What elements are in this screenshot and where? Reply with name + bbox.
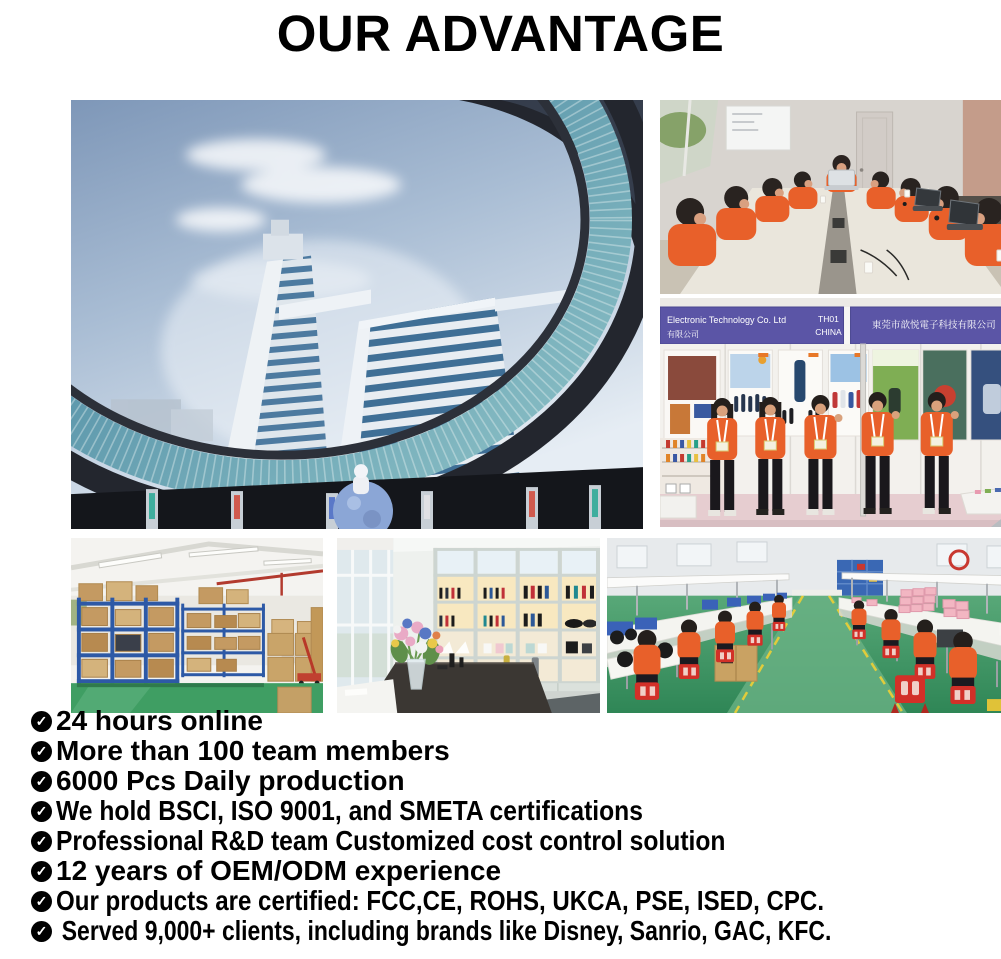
advantage-item: [31, 736, 1001, 766]
banner-country: CHINA: [815, 327, 842, 337]
advantage-text: More than 100 team members: [56, 735, 450, 766]
advantage-text: 12 years of OEM/ODM experience: [56, 855, 502, 886]
booth-illustration: [660, 298, 1001, 527]
advantage-item: [31, 856, 1001, 886]
check-icon: ✓: [31, 771, 52, 792]
check-icon: ✓: [31, 831, 52, 852]
advantage-text: Professional R&D team Customized cost control solution: [56, 825, 726, 856]
booth-banner: [660, 307, 1001, 344]
banner-company-cn-left: 有限公司: [667, 330, 700, 339]
advantage-text: Served 9,000+ clients, including brands like Disney, Sanrio, GAC, KFC.: [61, 915, 832, 946]
rack-front-boxes: [82, 608, 174, 678]
check-icon: ✓: [31, 711, 52, 732]
banner-booth-no: TH01: [818, 314, 839, 324]
banner-company-cn-right: 東莞市歆悦電子科技有限公司: [871, 320, 996, 331]
advantage-item: [31, 706, 1001, 736]
production-illustration: [607, 538, 1001, 713]
advantage-text: Our products are certified: FCC,CE, ROHS, UKCA, PSE, ISED, CPC.: [56, 885, 825, 916]
photo-headquarters-building: [71, 100, 643, 529]
advantage-item: [31, 886, 1001, 916]
check-icon: ✓: [31, 741, 52, 762]
photo-production-line: [607, 538, 1001, 713]
advantage-item: [31, 826, 1001, 856]
window-wall: [337, 538, 393, 691]
photo-exhibition-booth: [660, 298, 1001, 527]
photo-team-meeting: [660, 100, 1001, 294]
photo-warehouse: [71, 538, 323, 713]
whiteboard: [726, 106, 790, 150]
meeting-illustration: [660, 100, 1001, 294]
advantage-text: We hold BSCI, ISO 9001, and SMETA certifications: [56, 795, 643, 826]
page-title: OUR ADVANTAGE: [276, 5, 725, 62]
check-icon: ✓: [31, 891, 52, 912]
advantage-item: [31, 796, 1001, 826]
banner-company-en: Electronic Technology Co. Ltd: [667, 315, 787, 325]
check-icon: ✓: [31, 801, 52, 822]
advantage-text: 24 hours online: [56, 705, 263, 736]
advantage-item: [31, 916, 1001, 946]
advantage-item: [31, 766, 1001, 796]
photo-showroom: [337, 538, 600, 713]
check-icon: ✓: [31, 861, 52, 882]
check-icon: ✓: [31, 921, 52, 942]
warehouse-illustration: [71, 538, 323, 713]
advantage-list: [31, 706, 1001, 946]
showroom-illustration: [337, 538, 600, 713]
building-illustration: [71, 100, 643, 529]
advantage-text: 6000 Pcs Daily production: [56, 765, 405, 796]
